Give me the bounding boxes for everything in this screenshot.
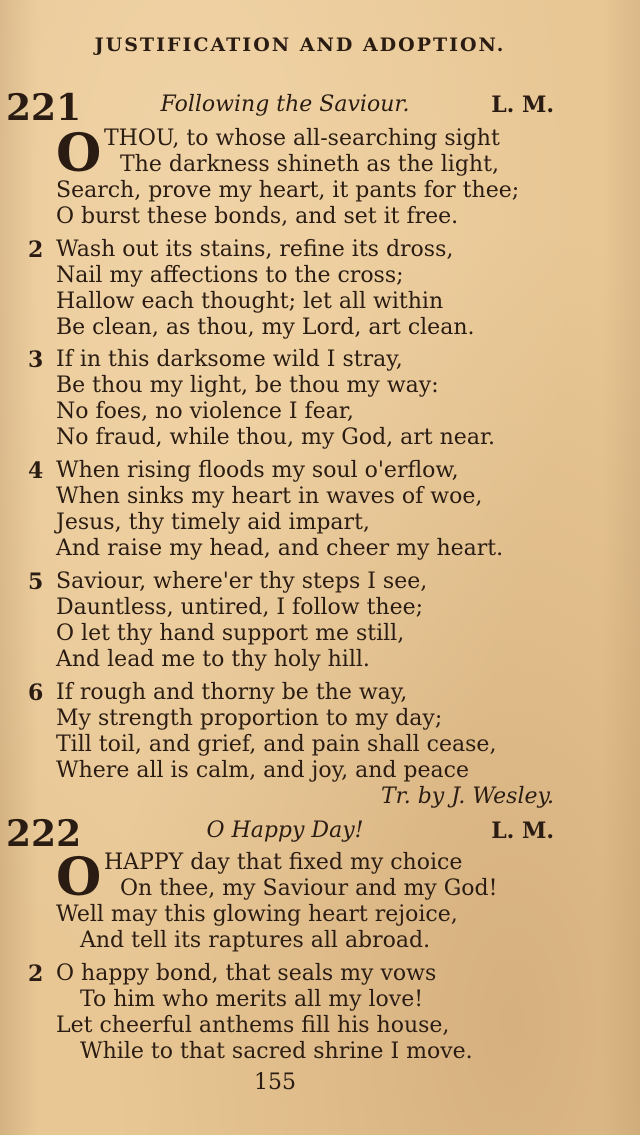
verse-line: If rough and thorny be the way, — [56, 680, 408, 705]
verse-line: My strength proportion to my day; — [56, 706, 443, 731]
verse-line: While to that sacred shrine I move. — [80, 1039, 473, 1064]
verse-line: Hallow each thought; let all within — [56, 289, 444, 314]
verse-line: Where all is calm, and joy, and peace — [56, 758, 469, 783]
verse-line: HAPPY day that fixed my choice — [104, 850, 463, 875]
drop-cap: O — [56, 123, 102, 184]
verse-line: No foes, no violence I fear, — [56, 399, 354, 424]
verse-line: Be thou my light, be thou my way: — [56, 373, 439, 398]
verse-number: 4 — [28, 458, 44, 484]
verse-line: THOU, to whose all-searching sight — [104, 126, 500, 151]
verse-number: 2 — [28, 961, 44, 987]
verse-line: Wash out its stains, refine its dross, — [56, 237, 454, 262]
hymn-title: Following the Saviour. — [160, 92, 410, 117]
hymn-meter: L. M. — [491, 818, 554, 844]
attribution: Tr. by J. Wesley. — [380, 784, 554, 809]
hymn-meter: L. M. — [491, 92, 554, 118]
verse-line: On thee, my Saviour and my God! — [120, 876, 498, 901]
page-number: 155 — [254, 1070, 296, 1095]
verse-line: Search, prove my heart, it pants for thee; — [56, 178, 520, 203]
verse-number: 5 — [28, 569, 44, 595]
verse-line: Be clean, as thou, my Lord, art clean. — [56, 315, 475, 340]
verse-line: Saviour, where'er thy steps I see, — [56, 569, 428, 594]
verse-line: To him who merits all my love! — [80, 987, 424, 1012]
verse-line: Dauntless, untired, I follow thee; — [56, 595, 424, 620]
verse-line: When sinks my heart in waves of woe, — [56, 484, 483, 509]
verse-number: 6 — [28, 680, 44, 706]
verse-line: The darkness shineth as the light, — [120, 152, 499, 177]
verse-line: When rising floods my soul o'erflow, — [56, 458, 459, 483]
verse-number: 3 — [28, 347, 44, 373]
verse-line: And lead me to thy holy hill. — [56, 647, 370, 672]
verse-line: Jesus, thy timely aid impart, — [56, 510, 370, 535]
verse-number: 2 — [28, 237, 44, 263]
verse-line: O burst these bonds, and set it free. — [56, 204, 459, 229]
verse-line: No fraud, while thou, my God, art near. — [56, 425, 496, 450]
hymn-number: 222 — [6, 813, 82, 855]
verse-line: And tell its raptures all abroad. — [80, 928, 431, 953]
verse-line: If in this darksome wild I stray, — [56, 347, 403, 372]
hymn-number: 221 — [6, 87, 82, 129]
drop-cap: O — [56, 847, 102, 908]
verse-line: O happy bond, that seals my vows — [56, 961, 437, 986]
verse-line: O let thy hand support me still, — [56, 621, 405, 646]
verse-line: Well may this glowing heart rejoice, — [56, 902, 458, 927]
running-header: JUSTIFICATION AND ADOPTION. — [94, 34, 506, 56]
hymn-title: O Happy Day! — [206, 818, 364, 843]
verse-line: And raise my head, and cheer my heart. — [56, 536, 504, 561]
verse-line: Let cheerful anthems fill his house, — [56, 1013, 450, 1038]
verse-line: Till toil, and grief, and pain shall cease, — [56, 732, 497, 757]
verse-line: Nail my affections to the cross; — [56, 263, 404, 288]
